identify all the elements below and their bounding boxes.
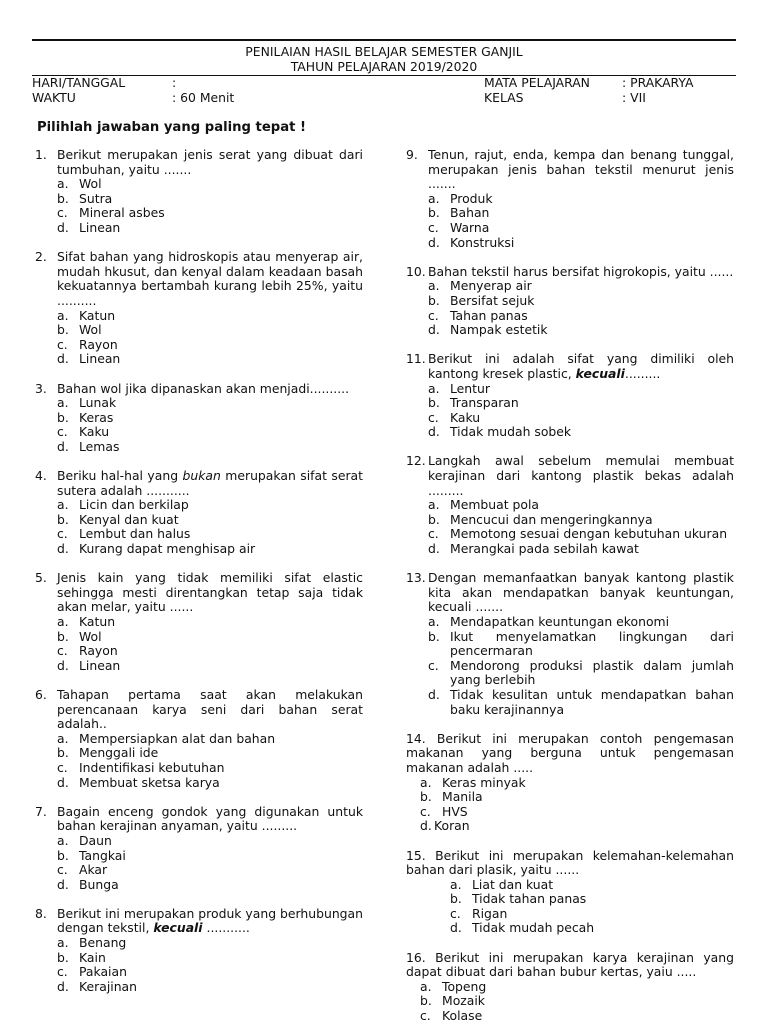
option-a: a. Mempersiapkan alat dan bahan: [57, 730, 276, 746]
question-5: [35, 571, 363, 673]
question-number: 11.: [406, 351, 426, 367]
time-value: : 60 Menit: [172, 89, 235, 105]
option-b: b. Wol: [57, 628, 102, 644]
option-d: d. Bunga: [57, 876, 119, 892]
date-label: HARI/TANGGAL: [32, 75, 126, 90]
option-b: b. Tidak tahan panas: [450, 891, 587, 907]
question-number: 13.: [406, 570, 426, 586]
question-15: [406, 849, 734, 937]
subject-value: : PRAKARYA: [622, 75, 694, 90]
option-d: d. Lemas: [57, 438, 120, 454]
option-a: a. Mendapatkan keuntungan ekonomi: [428, 614, 670, 629]
option-b: b. Bersifat sejuk: [428, 292, 535, 308]
emphasis-word: kecuali: [575, 365, 625, 381]
option-b: b. Tangkai: [57, 847, 126, 863]
subject-label: MATA PELAJARAN: [484, 75, 590, 90]
option-list: [406, 980, 734, 1024]
question-3: [35, 382, 363, 455]
option-list: [35, 615, 363, 673]
option-d: d. Membuat sketsa karya: [57, 774, 220, 790]
option-a: a. Lentur: [428, 380, 490, 396]
option-c: c. Indentifikasi kebutuhan: [57, 759, 225, 775]
question-text: 14. Berikut ini merupakan contoh pengemasan makanan yang berguna untuk pengemasan makanan adalah .....: [406, 730, 734, 775]
option-b: b. Sutra: [57, 190, 113, 206]
option-b: b. Ikut menyelamatkan lingkungan dari pencermaran: [428, 628, 734, 659]
class-label: KELAS: [484, 89, 524, 105]
question-text: Bahan wol jika dipanaskan akan menjadi..........: [57, 380, 350, 396]
question-number: 7.: [35, 803, 47, 819]
option-b: b. Wol: [57, 322, 102, 338]
exam-header: [32, 45, 736, 74]
question-number: 9.: [406, 147, 418, 162]
date-value: :: [172, 75, 177, 90]
question-number: 3.: [35, 380, 47, 396]
option-c: c. Lembut dan halus: [57, 526, 191, 542]
question-2: [35, 250, 363, 367]
option-a: a. Licin dan berkilap: [57, 497, 189, 513]
option-c: c. Mendorong produksi plastik dalam jumlah yang berlebih: [428, 657, 734, 688]
info-row-date: [32, 76, 362, 91]
option-list: [35, 309, 363, 367]
question-4: [35, 469, 363, 557]
option-list: [406, 615, 734, 717]
question-text: Dengan memanfaatkan banyak kantong plastik kita akan mendapatkan banyak keuntungan, kecuali .......: [428, 570, 734, 615]
option-list: [406, 498, 734, 556]
option-c: c. Mineral asbes: [57, 205, 165, 221]
option-d: d. Tidak mudah sobek: [428, 424, 572, 440]
option-list: [35, 936, 363, 994]
question-text: Berikut ini merupakan produk yang berhubungan dengan tekstil, kecuali ...........: [57, 905, 363, 936]
option-d: d. Nampak estetik: [428, 322, 548, 338]
question-text: Jenis kain yang tidak memiliki sifat elastic sehingga mesti direntangkan tetap saja tidak akan melar, yaitu ......: [57, 570, 363, 615]
option-b: b. Keras: [57, 409, 114, 425]
left-column: [35, 148, 363, 1009]
question-number: 1.: [35, 147, 47, 162]
info-row-subject: [484, 76, 734, 91]
question-text: Langkah awal sebelum memulai membuat kerajinan dari kantong plastik bekas adalah .........: [428, 453, 734, 498]
question-6: [35, 688, 363, 790]
question-number: 6.: [35, 686, 47, 702]
emphasis-word: bukan: [182, 468, 221, 484]
option-b: b. Kenyal dan kuat: [57, 511, 179, 527]
option-b: b. Manila: [420, 789, 483, 805]
question-number: 12.: [406, 453, 426, 469]
option-a: a. Katun: [57, 307, 116, 323]
question-text: Bagain enceng gondok yang digunakan untuk bahan kerajinan anyaman, yaitu .........: [57, 803, 363, 834]
option-c: c. Kolase: [420, 1008, 483, 1024]
option-c: c. Rayon: [57, 336, 118, 352]
question-text: Berikut merupakan jenis serat yang dibuat dari tumbuhan, yaitu .......: [57, 147, 363, 177]
option-a: a. Daun: [57, 832, 112, 848]
question-text: Tenun, rajut, enda, kempa dan benang tunggal, merupakan jenis bahan tekstil menurut jenis .......: [428, 147, 734, 192]
option-b: b. Bahan: [428, 205, 490, 221]
question-7: [35, 805, 363, 893]
option-c: c. Kaku: [57, 424, 110, 440]
option-d: d. Konstruksi: [428, 234, 515, 250]
option-a: a. Benang: [57, 935, 127, 951]
question-number: 4.: [35, 468, 47, 484]
option-b: b. Kain: [57, 949, 106, 965]
option-a: a. Lunak: [57, 395, 117, 411]
question-text: Tahapan pertama saat akan melakukan perencanaan karya seni dari bahan serat adalah..: [57, 686, 363, 732]
option-a: a. Liat dan kuat: [450, 876, 554, 892]
question-text: Berikut ini adalah sifat yang dimiliki oleh kantong kresek plastic, kecuali.........: [428, 351, 734, 381]
option-c: c. Rayon: [57, 643, 118, 659]
question-12: [406, 454, 734, 556]
option-list: [406, 382, 734, 440]
option-list: [406, 878, 734, 936]
option-a: a. Menyerap air: [428, 278, 532, 294]
option-a: a. Topeng: [420, 978, 487, 994]
option-c: c. Rigan: [450, 905, 508, 921]
info-left: [32, 76, 362, 105]
option-d: d. Linean: [57, 657, 121, 673]
right-column: [406, 148, 734, 1024]
option-a: a. Katun: [57, 614, 116, 629]
option-list: [35, 396, 363, 454]
question-number: 10.: [406, 263, 426, 279]
question-number: 8.: [35, 905, 47, 921]
option-list: [406, 776, 734, 834]
option-b: b. Menggali ide: [57, 745, 159, 761]
option-a: a. Membuat pola: [428, 497, 539, 513]
option-d: d. Linean: [57, 219, 121, 235]
option-a: a. Wol: [57, 176, 102, 192]
question-11: [406, 352, 734, 440]
question-16: [406, 951, 734, 1024]
option-d: d. Linean: [57, 351, 121, 367]
option-c: c. Memotong sesuai dengan kebutuhan ukuran: [428, 526, 728, 542]
question-text: Bahan tekstil harus bersifat higrokopis, yaitu ......: [428, 263, 734, 279]
question-1: [35, 148, 363, 236]
question-text: Beriku hal-hal yang bukan merupakan sifat serat sutera adalah ...........: [57, 468, 364, 498]
info-row-class: [484, 91, 734, 106]
option-c: c. Warna: [428, 219, 490, 235]
option-list: [406, 192, 734, 250]
option-c: c. Pakaian: [57, 964, 127, 980]
option-c: c. Akar: [57, 862, 108, 878]
option-list: [406, 279, 734, 337]
option-list: [35, 732, 363, 790]
option-d: d. Tidak mudah pecah: [450, 920, 595, 936]
top-rule: [32, 39, 736, 41]
option-c: c. HVS: [420, 803, 468, 819]
option-c: c. Tahan panas: [428, 307, 528, 323]
option-list: [35, 177, 363, 235]
option-a: a. Keras minyak: [420, 774, 526, 790]
question-text: 16. Berikut ini merupakan karya kerajinan yang dapat dibuat dari bahan bubur kertas, yaiu .....: [406, 949, 734, 980]
option-b: b. Transparan: [428, 395, 519, 411]
emphasis-word: kecuali: [153, 920, 203, 936]
instruction: Pilihlah jawaban yang paling tepat !: [37, 120, 307, 135]
option-d: d. Koran: [420, 818, 470, 834]
class-value: : VII: [622, 89, 646, 105]
question-8: [35, 907, 363, 995]
question-text: Sifat bahan yang hidroskopis atau menyerap air, mudah hkusut, dan kenyal dalam keadaan basah kekuatannya bertambah kurang lebih 25%, yaitu ..........: [57, 249, 363, 308]
question-text: 15. Berikut ini merupakan kelemahan-kelemahan bahan dari plasik, yaitu ......: [406, 847, 734, 878]
exam-title: PENILAIAN HASIL BELAJAR SEMESTER GANJIL: [245, 44, 523, 59]
info-row-time: [32, 91, 362, 106]
option-b: b. Mozaik: [420, 993, 485, 1009]
option-list: [35, 834, 363, 892]
question-13: [406, 571, 734, 717]
exam-year: TAHUN PELAJARAN 2019/2020: [290, 58, 478, 74]
option-d: d. Merangkai pada sebilah kawat: [428, 541, 639, 557]
option-d: d. Kerajinan: [57, 978, 138, 994]
option-a: a. Produk: [428, 190, 493, 206]
option-d: d. Kurang dapat menghisap air: [57, 541, 256, 557]
option-b: b. Mencucui dan mengeringkannya: [428, 511, 653, 527]
time-label: WAKTU: [32, 89, 76, 105]
option-list: [35, 498, 363, 556]
question-number: 5.: [35, 570, 47, 586]
option-c: c. Kaku: [428, 409, 481, 425]
question-number: 2.: [35, 249, 47, 265]
question-9: [406, 148, 734, 250]
info-right: [484, 76, 734, 105]
question-10: [406, 265, 734, 338]
option-d: d. Tidak kesulitan untuk mendapatkan bahan baku kerajinannya: [428, 686, 734, 717]
question-14: [406, 732, 734, 834]
